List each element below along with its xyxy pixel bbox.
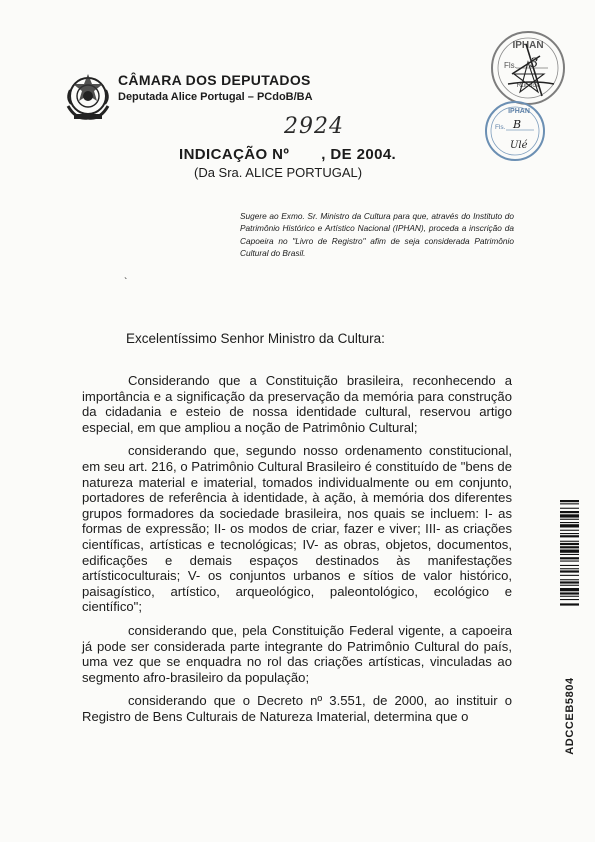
handwritten-number: 2924 — [284, 114, 344, 139]
barcode-bar — [560, 579, 579, 580]
barcode-bar — [560, 575, 579, 576]
barcode-bar — [560, 568, 579, 569]
barcode-bar — [560, 592, 579, 594]
barcode-bar — [560, 530, 579, 531]
stamp-signature-label: Rubrica — [516, 82, 540, 89]
barcode-bar — [560, 546, 579, 548]
barcode-bar — [560, 554, 579, 555]
barcode-bar — [560, 570, 579, 572]
barcode-bar — [560, 561, 579, 562]
barcode-bar — [560, 535, 579, 537]
body-text — [82, 373, 512, 732]
document-subtitle: (Da Sra. ALICE PORTUGAL) — [194, 165, 363, 180]
barcode-bar — [560, 581, 579, 583]
barcode-bar — [560, 557, 579, 559]
barcode-bar — [560, 511, 579, 513]
barcode-bar — [560, 603, 579, 605]
barcode-bar — [560, 500, 579, 502]
barcode — [560, 500, 579, 668]
deputy-name: Deputada Alice Portugal – PCdoB/BA — [118, 91, 313, 103]
stamp-field-text: Fls. — [504, 61, 517, 70]
barcode-bar — [560, 543, 579, 545]
barcode-bar — [560, 550, 579, 553]
stamp2-agency-text: IPHAN — [508, 108, 530, 115]
barcode-bar — [560, 519, 579, 520]
barcode-bar — [560, 503, 579, 504]
paragraph: considerando que, pela Constituição Federal vigente, a capoeira já pode ser considerada parte integrante do Patrimônio Cultural do país, uma vez que se enquadra no rol das criações artísticas, vinculadas ao segmento afro-brasileiro da população; — [82, 622, 512, 685]
paragraph: Considerando que a Constituição brasileira, reconhecendo a importância e a significação da preservação da memória para construção da cidadania e esteio de nossa identidade cultural, reservou artigo especial, em que ampliou a noção de Patrimônio Cultural; — [82, 373, 512, 435]
barcode-bar — [560, 599, 579, 600]
barcode-bar — [560, 508, 579, 509]
barcode-code-text: ADCCEB5804 — [564, 677, 576, 755]
stamp-agency-text: IPHAN — [512, 40, 544, 51]
barcode-bar — [560, 514, 579, 517]
barcode-code — [556, 668, 584, 764]
stamp2-field-text: Fls. — [495, 124, 506, 131]
barcode-bar — [560, 588, 579, 591]
stray-mark: ` — [124, 277, 128, 288]
barcode-bar — [560, 565, 579, 566]
barcode-bar — [560, 585, 579, 586]
document-title: INDICAÇÃO Nº , DE 2004. — [179, 146, 397, 163]
salutation: Excelentíssimo Senhor Ministro da Cultura: — [126, 331, 385, 346]
barcode-bar — [560, 533, 579, 534]
stamp-number-text: 3 — [530, 56, 539, 71]
summary-text: Sugere ao Exmo. Sr. Ministro da Cultura para que, através do Instituto do Patrimônio Histórico e Artístico Nacional (IPHAN), proceda a inscrição da Capoeira no "Livro de Registro" afim de seja considerada Patrimônio Cultural do Brasil. — [240, 211, 514, 259]
barcode-bar — [560, 596, 579, 597]
institution-name: CÂMARA DOS DEPUTADOS — [118, 72, 311, 88]
iphan-stamp-secondary — [480, 96, 550, 166]
stamp2-signature-text: Ulé — [510, 140, 528, 151]
barcode-bar — [560, 522, 579, 523]
barcode-bar — [560, 541, 579, 542]
stamp2-number-text: B — [513, 118, 522, 131]
barcode-bar — [560, 524, 579, 527]
paragraph: considerando que o Decreto nº 3.551, de 2000, ao instituir o Registro de Bens Culturais de Natureza Imaterial, determina que o — [82, 693, 512, 724]
paragraph: considerando que, segundo nosso ordenamento constitucional, em seu art. 216, o Patrimônio Cultural Brasileiro é constituído de "bens de natureza material e imaterial, tomados individualmente ou em conjunto, portadores de referência à identidade, à ação, à memória dos diferentes grupos formadores da sociedade brasileira, nos quais se incluem: I- as formas de expressão; II- os modos de criar, fazer e viver; III- as criações científicas, artísticas e tecnológicas; IV- as obras, objetos, documentos, edificações e demais espaços destinados às manifestações artísticoculturais; V- os conjuntos urbanos e sítios de valor histórico, paisagístico, artístico, arqueológico, paleontológico, ecológico e científico"; — [82, 443, 512, 615]
coat-of-arms-icon — [62, 70, 114, 122]
